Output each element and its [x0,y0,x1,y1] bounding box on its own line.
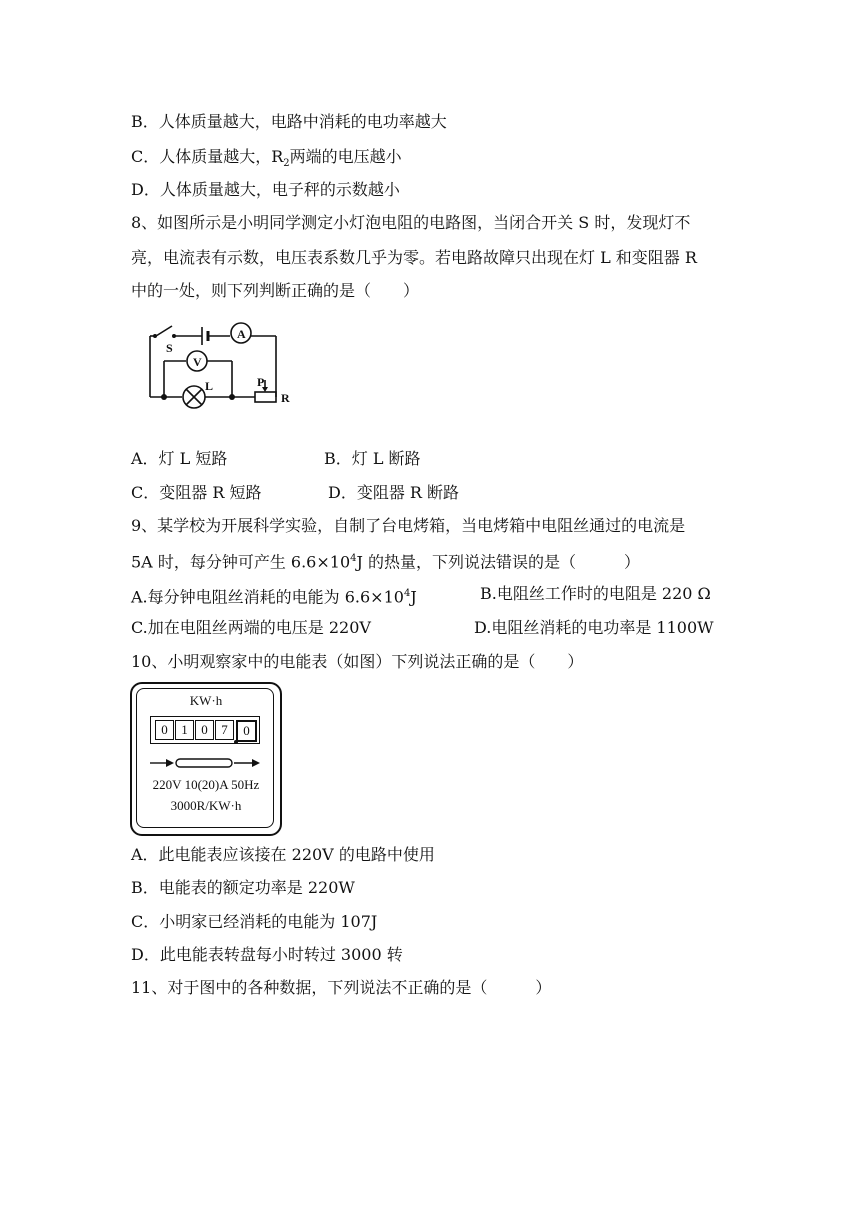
ammeter-label: A [237,327,246,341]
q9-option-b: B.电阻丝工作时的电阻是 220 Ω [480,584,711,603]
q10-option-c: C．小明家已经消耗的电能为 107J [131,912,378,931]
q9-stem-line2-tail: J 的热量，下列说法错误的是（ ） [356,552,641,572]
meter-digit-decimal: 0 [236,720,257,742]
junction-right [229,394,235,400]
meter-unit: KW·h [189,693,223,708]
slider-label: P [257,375,265,389]
voltmeter-label: V [193,355,202,369]
lamp-label: L [205,379,214,393]
turntable-indicator-icon [150,756,262,770]
q7-option-c-text-tail: 两端的电压越小 [289,147,402,166]
q8-stem-line3: 中的一处，则下列判断正确的是（ ） [131,281,420,300]
rheostat-symbol [255,392,276,402]
q10-option-a: A．此电能表应该接在 220V 的电路中使用 [131,845,435,864]
meter-digit: 1 [175,720,194,740]
q11-stem: 11、对于图中的各种数据，下列说法不正确的是（ ） [131,978,552,997]
q7-option-b: B．人体质量越大，电路中消耗的电功率越大 [131,112,447,131]
meter-spec-line2: 3000R/KW·h [170,798,242,813]
q9-option-c: C.加在电阻丝两端的电压是 220V [131,618,371,637]
meter-digit: 0 [195,720,214,740]
q9-stem-line1: 9、某学校为开展科学实验，自制了台电烤箱，当电烤箱中电阻丝通过的电流是 [131,516,686,535]
q8-option-c: C．变阻器 R 短路 [131,483,262,502]
meter-spec-line1: 220V 10(20)A 50Hz [152,777,260,792]
q10-stem: 10、小明观察家中的电能表（如图）下列说法正确的是（ ） [131,652,584,671]
q9-stem-line2-text: 5A 时，每分钟可产生 6.6×10 [131,552,351,572]
circuit-diagram [138,316,303,412]
q9-option-a [131,584,417,607]
q8-option-d: D．变阻器 R 断路 [328,483,460,502]
q7-option-c-text: C．人体质量越大，R [131,147,284,166]
q8-option-a: A．灯 L 短路 [131,449,228,468]
switch-blade [156,326,172,336]
q7-option-c [131,147,402,174]
q10-option-b: B．电能表的额定功率是 220W [131,878,355,897]
q7-option-c-subscript: 2 [283,158,290,170]
q9-stem-line2 [131,549,640,572]
meter-digit: 7 [215,720,234,740]
q9-exponent: 4 [350,553,357,564]
q9-option-a-text: A.每分钟电阻丝消耗的电能为 6.6×10 [131,587,404,607]
junction-left [161,394,167,400]
q8-stem-line2: 亮，电流表有示数，电压表系数几乎为零。若电路故障只出现在灯 L 和变阻器 R [131,248,697,267]
meter-digit: 0 [155,720,174,740]
rheostat-label: R [281,391,290,405]
q10-option-d: D．此电能表转盘每小时转过 3000 转 [131,945,403,964]
meter-digit-window [150,716,260,744]
decimal-point [234,740,238,744]
q7-option-d: D．人体质量越大，电子秤的示数越小 [131,180,400,199]
q8-option-b: B．灯 L 断路 [324,449,421,468]
switch-label: S [166,341,173,355]
electric-meter-figure [130,682,282,834]
q9-option-d: D.电阻丝消耗的电功率是 1100W [474,618,714,637]
q9-option-a-exponent: 4 [403,588,411,599]
q9-option-a-unit: J [410,587,417,607]
q8-stem-line1: 8、如图所示是小明同学测定小灯泡电阻的电路图，当闭合开关 S 时，发现灯不 [131,213,691,232]
